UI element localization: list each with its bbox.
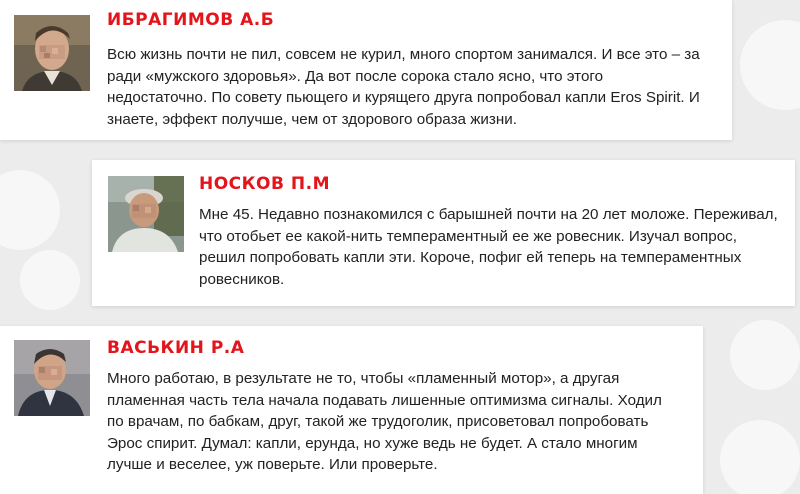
review-card: [0, 0, 732, 140]
person-photo-icon: [108, 176, 184, 252]
reviewer-name: ИБРАГИМОВ А.Б: [107, 10, 275, 30]
person-photo-icon: [14, 340, 90, 416]
review-text: Всю жизнь почти не пил, совсем не курил, много спортом занимался. И все это – за ради «мужского здоровья». Да вот после сорока стало ясно, что этого недостаточно. По совету пьющего и курящего друга попробовал капли Eros Spirit. И знаете, эффект получше, чем от здорового образа жизни.: [107, 46, 700, 128]
review-text: Мне 45. Недавно познакомился с барышней почти на 20 лет моложе. Переживал, что отобьет ее какой-нить темпераментный ее же ровесник. Изучал вопрос, решил попробовать капли эти. Короче, пофиг ей теперь на темпераментных ровесников.: [199, 206, 778, 288]
reviewer-name: ВАСЬКИН Р.А: [107, 338, 245, 358]
person-photo-icon: [14, 15, 90, 91]
review-card: [0, 326, 703, 494]
review-card: [92, 160, 795, 306]
reviewer-name: НОСКОВ П.М: [199, 174, 330, 194]
review-text: Много работаю, в результате не то, чтобы «пламенный мотор», а другая пламенная часть тела начала подавать лишенные оптимизма сигналы. Ходил по врачам, по бабкам, друг, такой же трудоголик, присоветовал попробовать Эрос спирит. Думал: капли, ерунда, но хуже ведь не будет. А стало многим лучше и веселее, уж поверьте. Или проверьте.: [107, 370, 662, 473]
